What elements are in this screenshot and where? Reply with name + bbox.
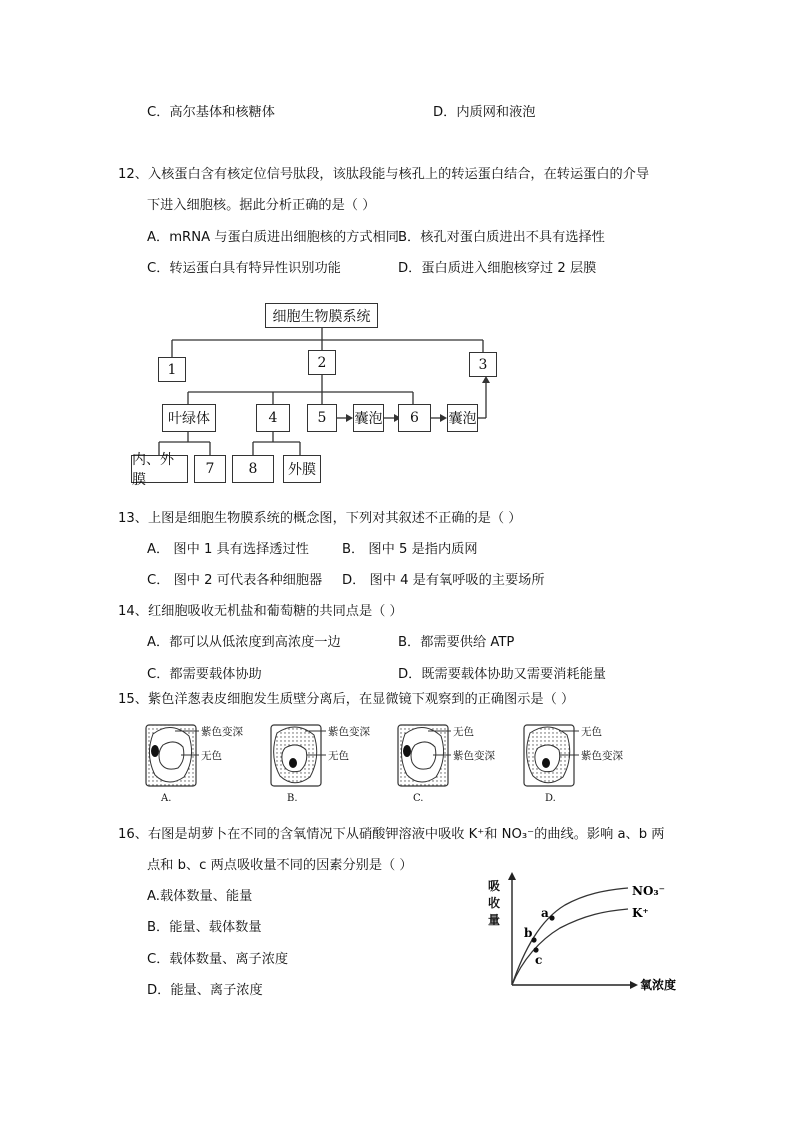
point-a [549,915,554,920]
node-membrane-system: 细胞生物膜系统 [265,303,378,328]
node-inner-outer-membrane: 内、外膜 [131,455,188,483]
q15-stem: 15、紫色洋葱表皮细胞发生质壁分离后，在显微镜下观察到的正确图示是（ ） [118,692,575,707]
node-vesicle-1: 囊泡 [353,404,384,432]
label-b-purple: 紫色变深 [328,726,370,738]
q12-option-a: A．mRNA 与蛋白质进出细胞核的方式相同 [147,230,399,245]
label-c-purple: 紫色变深 [453,750,495,762]
label-b-colorless: 无色 [328,750,349,762]
point-c-label: c [535,953,543,967]
q13-option-a: A． 图中 1 具有选择透过性 [147,542,309,557]
x-axis-arrow [630,981,638,989]
q14-option-b: B．都需要供给 ATP [398,635,515,650]
point-b-label: b [524,926,533,940]
q16-option-b: B．能量、载体数量 [147,920,262,935]
q12-option-d: D．蛋白质进入细胞核穿过 2 层膜 [398,261,597,276]
q16-stem-line1: 16、右图是胡萝卜在不同的含氧情况下从硝酸钾溶液中吸收 K⁺和 NO₃⁻的曲线。影响 a、b 两 [118,827,665,842]
node-3: 3 [469,352,497,377]
q14-option-c: C．都需要载体协助 [147,667,262,682]
label-a-colorless: 无色 [201,750,222,762]
y-axis-label: 吸收量 [488,879,501,927]
q14-option-d: D．既需要载体协助又需要消耗能量 [398,667,606,682]
q11-option-c: C．高尔基体和核糖体 [147,105,275,120]
node-2: 2 [308,350,336,375]
q16-stem-line2: 点和 b、c 两点吸收量不同的因素分别是（ ） [147,858,413,873]
option-label-d: D. [545,793,556,804]
point-a-label: a [541,906,549,920]
node-6: 6 [398,404,431,432]
point-c [533,947,538,952]
option-label-a: A. [161,793,172,804]
x-axis-label: 氧浓度 [640,978,677,992]
q11-option-d: D．内质网和液泡 [433,105,536,120]
node-1: 1 [158,357,186,382]
series-k-line [512,909,628,985]
node-5: 5 [307,404,337,432]
q12-stem-line1: 12、入核蛋白含有核定位信号肽段，该肽段能与核孔上的转运蛋白结合，在转运蛋白的介导 [118,167,650,182]
node-chloroplast: 叶绿体 [162,404,216,432]
q16-option-d: D．能量、离子浓度 [147,983,263,998]
q13-option-b: B． 图中 5 是指内质网 [342,542,478,557]
legend-k: K⁺ [632,906,649,920]
q13-option-d: D． 图中 4 是有氧呼吸的主要场所 [342,573,545,588]
node-vesicle-2: 囊泡 [447,404,478,432]
q14-option-a: A．都可以从低浓度到高浓度一边 [147,635,341,650]
y-axis-arrow [508,872,516,880]
option-label-c: C. [413,793,424,804]
q13-stem: 13、上图是细胞生物膜系统的概念图，下列对其叙述不正确的是（ ） [118,511,522,526]
q16-option-a: A.载体数量、能量 [147,889,253,904]
node-4: 4 [256,404,290,432]
label-c-colorless: 无色 [453,726,474,738]
node-7: 7 [194,455,226,483]
label-d-purple: 紫色变深 [581,750,623,762]
q12-stem-line2: 下进入细胞核。据此分析正确的是（ ） [147,198,376,213]
legend-no3: NO₃⁻ [632,884,666,898]
option-label-b: B. [287,793,298,804]
label-a-purple: 紫色变深 [201,726,243,738]
q13-option-c: C． 图中 2 可代表各种细胞器 [147,573,323,588]
q14-stem: 14、红细胞吸收无机盐和葡萄糖的共同点是（ ） [118,604,403,619]
node-outer-membrane: 外膜 [283,455,321,483]
label-d-colorless: 无色 [581,726,602,738]
node-8: 8 [232,455,274,483]
q12-option-b: B．核孔对蛋白质进出不具有选择性 [398,230,605,245]
q12-option-c: C．转运蛋白具有特异性识别功能 [147,261,341,276]
q16-option-c: C．载体数量、离子浓度 [147,952,289,967]
